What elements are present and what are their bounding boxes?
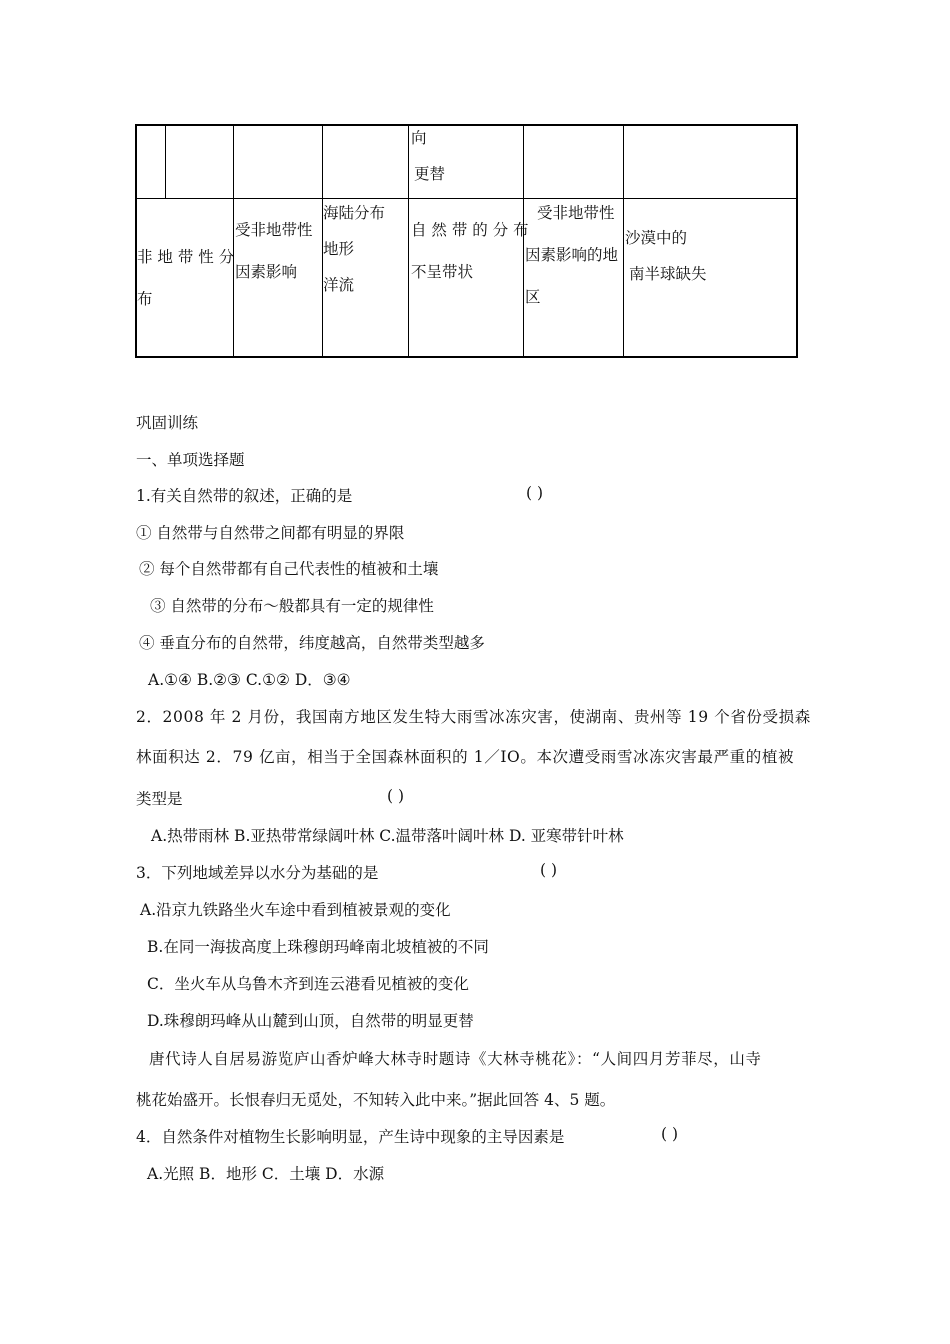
table-cell-example-cont: 南半球缺失	[629, 265, 707, 283]
question-4-stem: 4．自然条件对植物生长影响明显，产生诗中现象的主导因素是	[136, 1128, 565, 1146]
table-cell-example: 沙漠中的	[625, 229, 688, 247]
table-divider	[135, 198, 798, 199]
question-2-line: 林面积达 2．79 亿亩，相当于全国森林面积的 1／IO。本次遭受雨雪冰冻灾害最严重的植被	[136, 748, 795, 766]
question-1-stem: 1.有关自然带的叙述，正确的是	[136, 487, 353, 505]
table-divider	[623, 124, 624, 358]
question-3-option: D.珠穆朗玛峰从山麓到山顶，自然带的明显更替	[147, 1012, 474, 1030]
table-divider	[408, 124, 409, 358]
poem-passage-line: 桃花始盛开。长恨春归无觅处，不知转入此中来。”据此回答 4、5 题。	[136, 1091, 616, 1109]
table-cell-cause: 受非地带性	[235, 221, 313, 239]
poem-passage-line: 唐代诗人自居易游览庐山香炉峰大林寺时题诗《大林寺桃花》：“人间四月芳菲尽，山寺	[149, 1050, 762, 1068]
question-2-line: 类型是	[136, 790, 183, 808]
question-3-stem: 3．下列地域差异以水分为基础的是	[136, 864, 379, 882]
table-cell-top-direction: 向	[411, 129, 427, 147]
question-3-answer-blank: ( )	[540, 861, 558, 879]
question-3-option: B.在同一海拔高度上珠穆朗玛峰南北坡植被的不同	[147, 938, 489, 956]
question-4-answer-blank: ( )	[661, 1125, 679, 1143]
table-cell-pattern-cont: 不呈带状	[411, 263, 474, 281]
table-cell-factor: 地形	[323, 240, 355, 258]
question-1-item: ② 每个自然带都有自己代表性的植被和土壤	[139, 560, 439, 578]
question-3-option: A.沿京九铁路坐火车途中看到植被景观的变化	[140, 901, 451, 919]
table-cell-region: 受非地带性	[537, 204, 615, 222]
subsection-title: 一、单项选择题	[136, 451, 245, 469]
question-3-option: C．坐火车从乌鲁木齐到连云港看见植被的变化	[147, 975, 469, 993]
table-cell-top-alternation: 更替	[414, 165, 446, 183]
table-cell-factor: 海陆分布	[323, 204, 386, 222]
table-divider	[165, 124, 166, 198]
table-cell-cause-cont: 因素影响	[235, 263, 298, 281]
geography-table	[135, 124, 798, 358]
question-1-item: ④ 垂直分布的自然带，纬度越高，自然带类型越多	[139, 634, 485, 652]
table-cell-factor: 洋流	[323, 276, 355, 294]
table-cell-type-cont: 布	[137, 290, 153, 308]
table-cell-region-cont: 区	[525, 288, 541, 306]
question-1-item: ③ 自然带的分布～般都具有一定的规律性	[150, 597, 434, 615]
question-1-options: A.①④ B.②③ C.①② D．③④	[148, 671, 351, 689]
question-4-options: A.光照 B．地形 C．土壤 D．水源	[147, 1165, 385, 1183]
section-title: 巩固训练	[136, 414, 199, 432]
question-2-answer-blank: ( )	[387, 787, 405, 805]
table-cell-region-cont: 因素影响的地	[525, 246, 619, 264]
table-cell-pattern: 自 然 带 的 分 布	[411, 221, 529, 239]
question-2-line: 2．2008 年 2 月份，我国南方地区发生特大雨雪冰冻灾害，使湖南、贵州等 19 个省份受损森	[136, 708, 811, 726]
question-1-answer-blank: ( )	[526, 484, 544, 502]
question-2-options: A.热带雨林 B.亚热带常绿阔叶林 C.温带落叶阔叶林 D. 亚寒带针叶林	[151, 827, 624, 845]
table-cell-type: 非 地 带 性 分	[137, 248, 235, 266]
question-1-item: ① 自然带与自然带之间都有明显的界限	[136, 524, 405, 542]
